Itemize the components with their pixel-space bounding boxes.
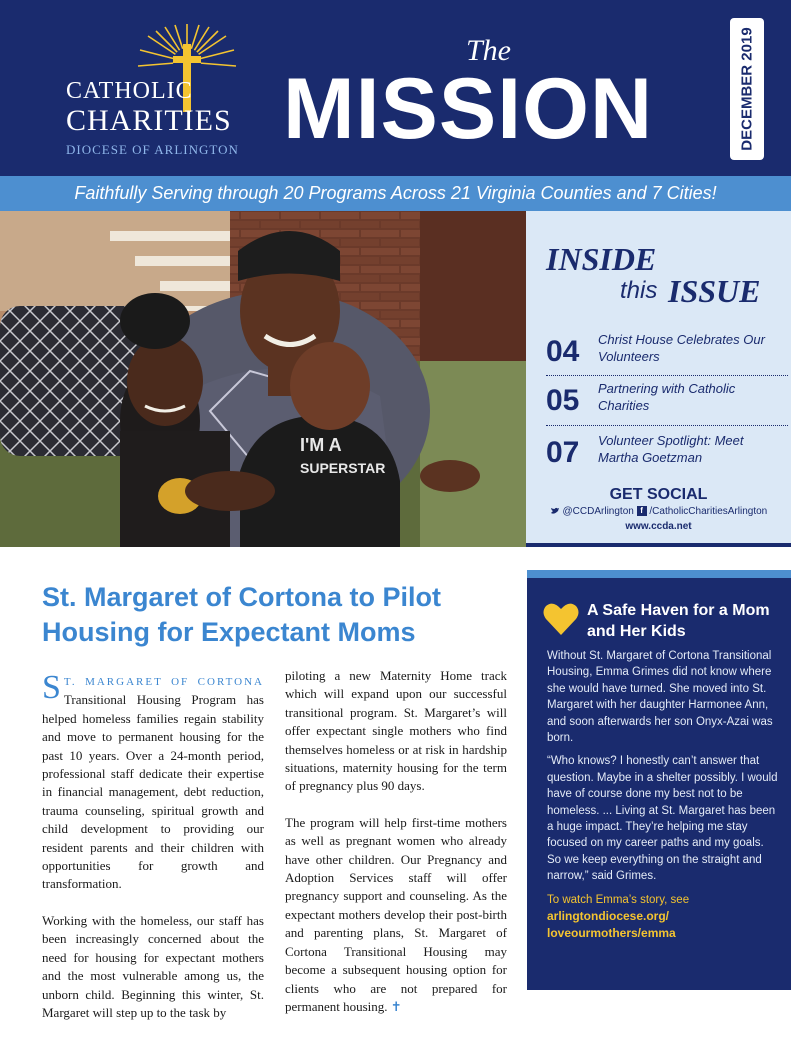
toc-title: Volunteer Spotlight: Meet Martha Goetzman bbox=[598, 433, 744, 465]
inside-heading-this: this bbox=[620, 277, 658, 304]
toc-title: Christ House Celebrates Our Volunteers bbox=[598, 332, 765, 364]
sidebar-title: A Safe Haven for a Mom and Her Kids bbox=[587, 602, 770, 640]
inside-this-issue-panel bbox=[526, 211, 791, 547]
cover-photo bbox=[0, 211, 526, 547]
newsletter-title: MISSION bbox=[283, 61, 654, 157]
toc-page-number: 07 bbox=[546, 436, 580, 469]
article-headline: St. Margaret of Cortona to Pilot Housing for Expectant Moms bbox=[42, 582, 442, 647]
article-column-1 bbox=[42, 669, 264, 1040]
end-mark-cross-icon: ✝ bbox=[390, 998, 402, 1014]
toc-divider bbox=[546, 425, 788, 426]
issue-date: DECEMBER 2019 bbox=[738, 27, 756, 151]
logo-line-2: CHARITIES bbox=[66, 104, 232, 137]
website-link[interactable]: www.ccda.net bbox=[625, 521, 692, 532]
lead-in: T. MARGARET OF CORTONA bbox=[63, 676, 264, 688]
heart-icon bbox=[543, 602, 579, 636]
facebook-icon: f bbox=[637, 506, 647, 516]
logo-subtitle: DIOCESE OF ARLINGTON bbox=[66, 142, 239, 157]
inside-heading-issue: ISSUE bbox=[668, 273, 761, 309]
sidebar-paragraph: “Who knows? I honestly can’t answer that question. Maybe in a shelter possibly. I would have of course done my best not to be homeless. ... Living at St. Margaret has been a huge impact. They’re helping me stay focused on my career paths and my goals. So we keep everything on the straight and narrow,” said Grimes. bbox=[547, 755, 778, 883]
svg-text:I'M A: I'M A bbox=[300, 435, 342, 455]
video-link[interactable]: arlingtondiocese.org/ loveourmothers/emma bbox=[547, 909, 676, 940]
toc-divider bbox=[546, 375, 788, 376]
get-social-heading: GET SOCIAL bbox=[609, 486, 708, 503]
toc-item[interactable] bbox=[546, 378, 768, 426]
svg-text:SUPERSTAR: SUPERSTAR bbox=[300, 460, 386, 476]
toc-page-number: 05 bbox=[546, 384, 580, 417]
facebook-handle[interactable]: /CatholicCharitiesArlington bbox=[649, 506, 768, 517]
masthead bbox=[0, 0, 791, 176]
catholic-charities-logo bbox=[60, 22, 260, 157]
paragraph-text: Transitional Housing Program has helped homeless families regain stability and move to permanent housing for the past 10 years. Over a 24-month period, professional staff dedicate their expertise in financial management, debt reduction, trauma counseling, spiritual growth and child development to providing our resident parents and their children with opportunities for growth and transformation. bbox=[42, 692, 264, 892]
toc-title: Partnering with Catholic Charities bbox=[598, 381, 736, 413]
toc-item[interactable] bbox=[546, 329, 768, 377]
sidebar-top-stripe bbox=[527, 570, 791, 578]
article-column-2 bbox=[285, 667, 507, 1034]
twitter-handle[interactable]: @CCDArlington bbox=[562, 506, 634, 517]
tagline-text: Faithfully Serving through 20 Programs Across 21 Virginia Counties and 7 Cities! bbox=[74, 183, 717, 203]
twitter-icon bbox=[550, 506, 560, 516]
drop-cap: S bbox=[42, 669, 61, 706]
sidebar-link-intro: To watch Emma’s story, see bbox=[547, 893, 690, 906]
article-paragraph: piloting a new Maternity Home track which will expand upon our successful transitional program. St. Margaret’s will offer expectant single mothers who find themselves homeless or at risk in hardship situations, maternity housing for the term of pregnancy plus 90 days. bbox=[285, 668, 507, 794]
sidebar-body bbox=[547, 648, 779, 941]
paragraph-text: The program will help first-time mothers as well as pregnant women who already have other children. Our Pregnancy and Adoption Services staff will offer pregnancy support and counseling. As the expectant mothers develop their post-birth and parenting plans, St. Margaret of Cortona Transitional Housing may become a subsequent housing option for clients who are not prepared for permanent housing. bbox=[285, 814, 507, 1014]
sidebar-paragraph: Without St. Margaret of Cortona Transitional Housing, Emma Grimes did not know where she would have turned. She moved into St. Margaret with her daughter Harmonee Ann, and soon afterwards her son Onyx-Azai was born. bbox=[547, 650, 773, 745]
article-paragraph: Working with the homeless, our staff has been increasingly concerned about the need for housing for expectant mothers and the most vulnerable among us, the unborn child. Beginning this winter, St. Margaret will step up to the task by bbox=[42, 912, 264, 1020]
logo-line-1: CATHOLIC bbox=[66, 78, 193, 104]
article-paragraph bbox=[42, 669, 264, 894]
toc-item[interactable] bbox=[546, 430, 768, 478]
inside-heading: INSIDE bbox=[546, 241, 657, 277]
family-photo-illustration bbox=[0, 211, 526, 547]
title-the: The bbox=[466, 34, 511, 67]
social-links bbox=[526, 506, 791, 517]
tagline-bar bbox=[0, 176, 791, 211]
safe-haven-sidebar bbox=[527, 570, 791, 990]
toc-page-number: 04 bbox=[546, 335, 580, 368]
article-paragraph bbox=[285, 814, 507, 1016]
panel-divider bbox=[526, 543, 791, 547]
